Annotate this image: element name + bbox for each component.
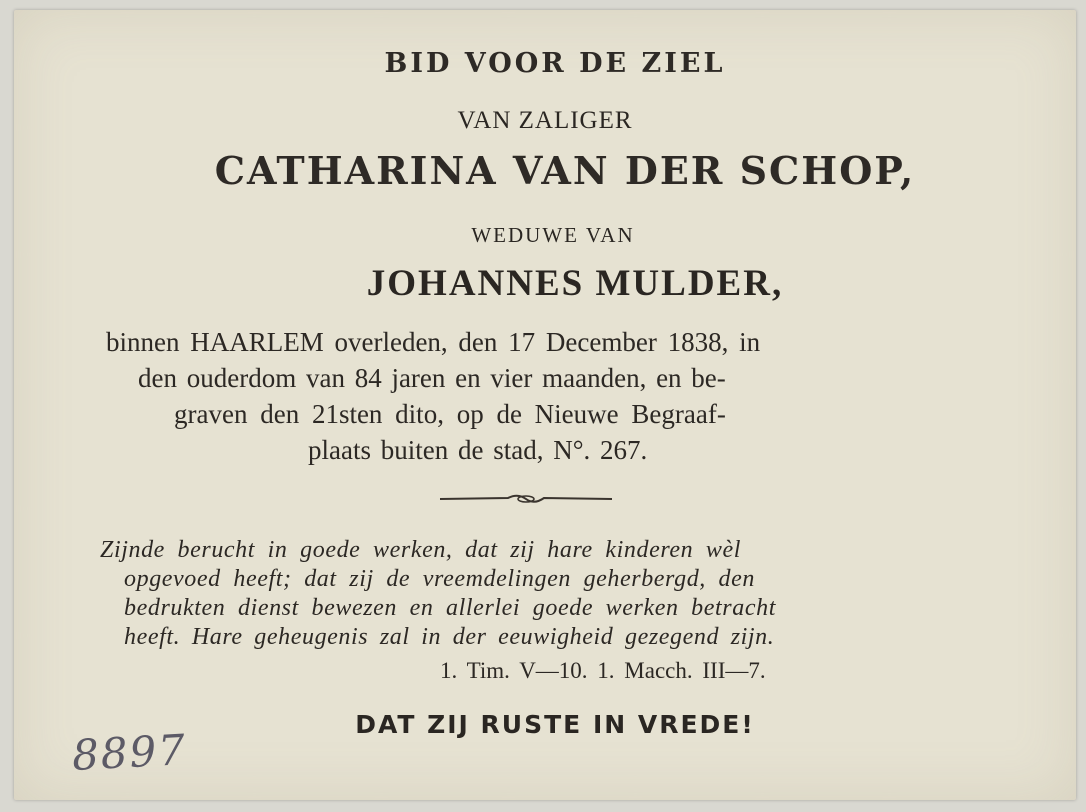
spouse-name: JOHANNES MULDER, xyxy=(366,263,784,304)
widow-of-label: WEDUWE VAN xyxy=(471,223,635,247)
quote-line-1: Zijnde berucht in goede werken, dat zij hare kinderen wèl xyxy=(100,537,741,563)
quote-line-4: heeft. Hare geheugenis zal in der eeuwigheid gezegend zijn. xyxy=(124,624,775,650)
closing-rest-in-peace: DAT ZIJ RUSTE IN VREDE! xyxy=(355,710,755,739)
quote-line-3: bedrukten dienst bewezen en allerlei goede werken betracht xyxy=(124,595,776,621)
memorial-card xyxy=(14,10,1076,800)
quote-line-2: opgevoed heeft; dat zij de vreemdelingen geherbergd, den xyxy=(124,566,755,592)
heading-van-zaliger: VAN ZALIGER xyxy=(457,107,633,134)
paragraph-line-1: binnen HAARLEM overleden, den 17 December 1838, in xyxy=(106,327,761,357)
paragraph-line-2: den ouderdom van 84 jaren en vier maanden, en be- xyxy=(138,363,726,393)
handwritten-number: 8897 xyxy=(70,725,189,780)
paragraph-line-4: plaats buiten de stad, N°. 267. xyxy=(308,435,648,465)
scripture-reference: 1. Tim. V—10. 1. Macch. III—7. xyxy=(440,658,766,683)
ornament-divider-icon xyxy=(438,490,614,508)
deceased-name: CATHARINA VAN DER SCHOP, xyxy=(214,148,916,193)
heading-pray-for-soul: BID VOOR DE ZIEL xyxy=(384,48,726,79)
paragraph-line-3: graven den 21sten dito, op de Nieuwe Begraaf- xyxy=(174,399,726,429)
